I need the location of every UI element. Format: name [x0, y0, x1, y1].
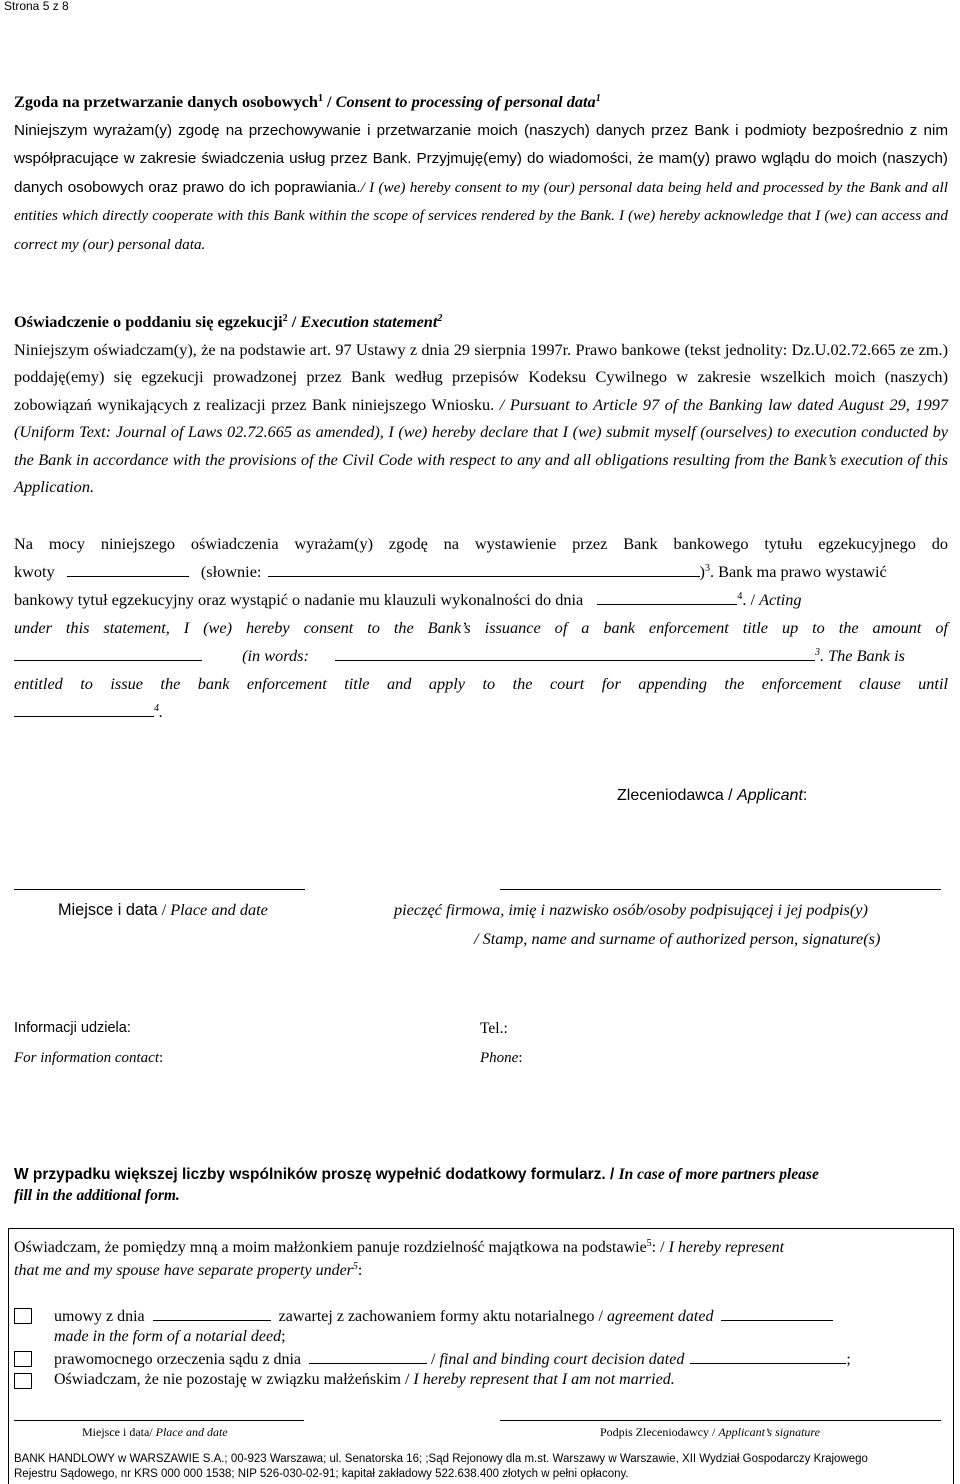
- phone-en: Phone: [480, 1050, 519, 1066]
- separator: /: [427, 1351, 440, 1368]
- partners-note-pl: W przypadku większej liczby wspólników proszę wypełnić dodatkowy formularz. /: [14, 1166, 619, 1183]
- footnote-ref: 3: [704, 563, 710, 574]
- consent-text-pl: Niniejszym wyrażam(y) zgodę na przechowywanie i przetwarzanie moich (naszych) danych przez Bank i podmioty bezpośrednio z nim współpracujące w zakresie świadczenia usług przez Bank. Przyjmuję(emy) do wiadomości, że mam(y) prawo wglądu do moich (naszych) danych osobowych oraz prawo do ich poprawiania.: [14, 121, 948, 196]
- info-contact-label-en: [14, 1050, 163, 1067]
- stamp-label-pl: pieczęć firmowa, imię i nazwisko osób/osoby podpisującej i jej podpis(y): [394, 900, 868, 919]
- option-text: Oświadczam, że nie pozostaję w związku małżeńskim /: [54, 1371, 414, 1388]
- statement-line-3: [14, 590, 802, 610]
- separator: /: [157, 900, 171, 919]
- colon: :: [357, 1262, 363, 1279]
- bottom-place-en: Place and date: [155, 1425, 228, 1439]
- execution-text-en: / Pursuant to Article 97 of the Banking law dated August 29, 1997 (Uniform Text: Journal of Laws 02.72.665 as amended), I (we) hereby declare that I (we) submit myself (ourselves) to execution conducted by the Bank in accordance with the provisions of the Civil Code with respect to any and all obligations resulting from the Bank’s execution of this Application.: [14, 394, 948, 496]
- place-date-en: Place and date: [170, 900, 268, 919]
- option-text-en: final and binding court decision dated: [439, 1351, 685, 1368]
- in-words-label-en: (in words:: [242, 646, 309, 665]
- partners-note-en: In case of more partners please: [618, 1166, 819, 1183]
- amount-label: kwoty: [14, 562, 55, 581]
- page-number: Strona 5 z 8: [4, 0, 69, 13]
- statement-line-5: [14, 646, 905, 666]
- marital-text-en: that me and my spouse have separate property under: [14, 1262, 353, 1279]
- option-text-en: I hereby represent that I am not married.: [413, 1371, 675, 1388]
- applicant-label-en: Applicant: [737, 787, 803, 804]
- option-agreement-line-2: [54, 1328, 286, 1346]
- statement-text: bankowy tytuł egzekucyjny oraz wystąpić o nadanie mu klauzuli wykonalności do dnia: [14, 590, 584, 609]
- option-agreement: [54, 1306, 833, 1326]
- statement-line-4: under this statement, I (we) hereby consent to the Bank’s issuance of a bank enforcement title up to the amount of: [14, 618, 948, 637]
- statement-line-7: [14, 702, 163, 722]
- semicolon: ;: [846, 1351, 851, 1368]
- statement-text: . /: [742, 590, 760, 609]
- marital-line-2: [14, 1262, 362, 1280]
- phone-label-en: [480, 1050, 523, 1067]
- statement-text-en: .: [159, 702, 164, 721]
- statement-text-en: Acting: [759, 590, 802, 609]
- semicolon: ;: [281, 1328, 286, 1345]
- bottom-signature-label: [600, 1425, 820, 1440]
- statement-text-en: . The Bank is: [819, 646, 905, 665]
- execution-title-en: Execution statement: [300, 312, 438, 331]
- separator: /: [723, 787, 738, 804]
- bottom-place-date-line[interactable]: [14, 1420, 304, 1421]
- footnote-ref: 1: [317, 93, 323, 104]
- option-text-en: agreement dated: [606, 1308, 714, 1325]
- execution-section: [14, 308, 948, 501]
- close-paren: ): [699, 562, 705, 581]
- stamp-label-en: / Stamp, name and surname of authorized person, signature(s): [474, 929, 881, 948]
- statement-line-6: entitled to issue the bank enforcement title and apply to the court for appending the enforcement clause until: [14, 674, 948, 693]
- partners-note-en-2: fill in the additional form.: [14, 1187, 180, 1204]
- checkbox-not-married[interactable]: [14, 1373, 32, 1389]
- place-date-line[interactable]: [14, 889, 305, 890]
- footer-line-1: BANK HANDLOWY w WARSZAWIE S.A.; 00-923 Warszawa; ul. Senatorska 16; ;Sąd Rejonowy dla m.st. Warszawy w Warszawie, XII Wydział Gospodarczy Krajowego: [14, 1453, 868, 1465]
- amount-en-field[interactable]: [14, 646, 202, 661]
- marital-line-1: [14, 1239, 784, 1257]
- agreement-date-en-field[interactable]: [721, 1306, 833, 1321]
- statement-line-2: [14, 562, 887, 582]
- agreement-date-field[interactable]: [153, 1306, 271, 1321]
- bottom-sig-pl: Podpis Zleceniodawcy /: [600, 1425, 719, 1439]
- footnote-ref: 2: [282, 313, 288, 324]
- amount-words-en-field[interactable]: [335, 646, 815, 661]
- execution-title: Oświadczenie o poddaniu się egzekucji: [14, 312, 283, 331]
- statement-line-1: Na mocy niniejszego oświadczenia wyrażam(y) zgodę na wystawienie przez Bank bankowego tytułu egzekucyjnego do: [14, 534, 948, 553]
- in-words-label: (słownie:: [200, 562, 262, 581]
- footnote-ref: 2: [437, 313, 443, 324]
- until-date-field[interactable]: [597, 590, 737, 605]
- footnote-ref: 4: [737, 591, 743, 602]
- option-text: umowy z dnia: [54, 1308, 145, 1325]
- applicant-label-pl: Zleceniodawca: [617, 787, 724, 804]
- footnote-ref: 5: [646, 1238, 652, 1249]
- amount-field[interactable]: [67, 562, 189, 577]
- partners-note: [14, 1164, 948, 1206]
- footnote-ref: 1: [595, 93, 601, 104]
- info-contact-en: For information contact: [14, 1050, 159, 1066]
- title-separator: /: [322, 92, 336, 111]
- colon: :: [802, 787, 808, 804]
- footnote-ref: 3: [814, 647, 820, 658]
- court-date-field[interactable]: [309, 1349, 427, 1364]
- until-date-en-field[interactable]: [14, 702, 154, 717]
- place-date-pl: Miejsce i data: [58, 901, 158, 919]
- option-text: prawomocnego orzeczenia sądu z dnia: [54, 1351, 301, 1368]
- footnote-ref: 4: [154, 703, 159, 714]
- bottom-place-pl: Miejsce i data/: [82, 1425, 156, 1439]
- stamp-signature-line[interactable]: [500, 889, 941, 890]
- footer-line-2: Rejestru Sądowego, nr KRS 000 000 1538; NIP 526-030-02-91; kapitał zakładowy 522.638.400 złotych w pełni opłacony.: [14, 1468, 629, 1480]
- consent-section: [14, 88, 948, 258]
- footnote-ref: 5: [352, 1261, 358, 1272]
- info-contact-label: Informacji udziela:: [14, 1020, 131, 1036]
- consent-title-en: Consent to processing of personal data: [335, 92, 596, 111]
- marital-text-en: I hereby represent: [668, 1239, 785, 1256]
- bottom-signature-line[interactable]: [500, 1420, 941, 1421]
- separator: : /: [651, 1239, 669, 1256]
- checkbox-court-decision[interactable]: [14, 1351, 32, 1367]
- applicant-label: [617, 787, 807, 805]
- option-text: zawartej z zachowaniem formy aktu notarialnego /: [278, 1308, 607, 1325]
- option-court-decision: [54, 1349, 851, 1369]
- bottom-place-date-label: [82, 1425, 228, 1440]
- place-date-label: [58, 900, 268, 920]
- colon: :: [159, 1050, 164, 1066]
- checkbox-separation-agreement[interactable]: [14, 1308, 32, 1324]
- colon: :: [518, 1050, 523, 1066]
- marital-text-pl: Oświadczam, że pomiędzy mną a moim małżonkiem panuje rozdzielność majątkowa na podstawie: [14, 1239, 647, 1256]
- statement-text: . Bank ma prawo wystawić: [709, 562, 887, 581]
- title-separator: /: [287, 312, 301, 331]
- amount-in-words-field[interactable]: [268, 562, 700, 577]
- execution-text-pl: Niniejszym oświadczam(y), że na podstawie art. 97 Ustawy z dnia 29 sierpnia 1997r. Prawo bankowe (tekst jednolity: Dz.U.02.72.665 ze zm.) poddaję(emy) się egzekucji prowadzonej przez Bank według przepisów Kodeksu Cywilnego w zakresie wszelkich moich (naszych) zobowiązań wynikających z realizacji przez Bank niniejszego Wniosku.: [14, 339, 948, 414]
- bottom-sig-en: Applicant’s signature: [718, 1425, 820, 1439]
- court-date-en-field[interactable]: [690, 1349, 846, 1364]
- consent-text-en: / I (we) hereby consent to my (our) personal data being held and processed by the Bank and all entities which directly cooperate with this Bank within the scope of services rendered by the Bank. I (we) hereby acknowledge that I (we) can access and correct my (our) personal data.: [14, 178, 948, 253]
- consent-title: Zgoda na przetwarzanie danych osobowych: [14, 92, 318, 111]
- tel-label: Tel.:: [480, 1020, 508, 1037]
- option-not-married: [54, 1371, 675, 1389]
- option-text-en: made in the form of a notarial deed: [54, 1328, 282, 1345]
